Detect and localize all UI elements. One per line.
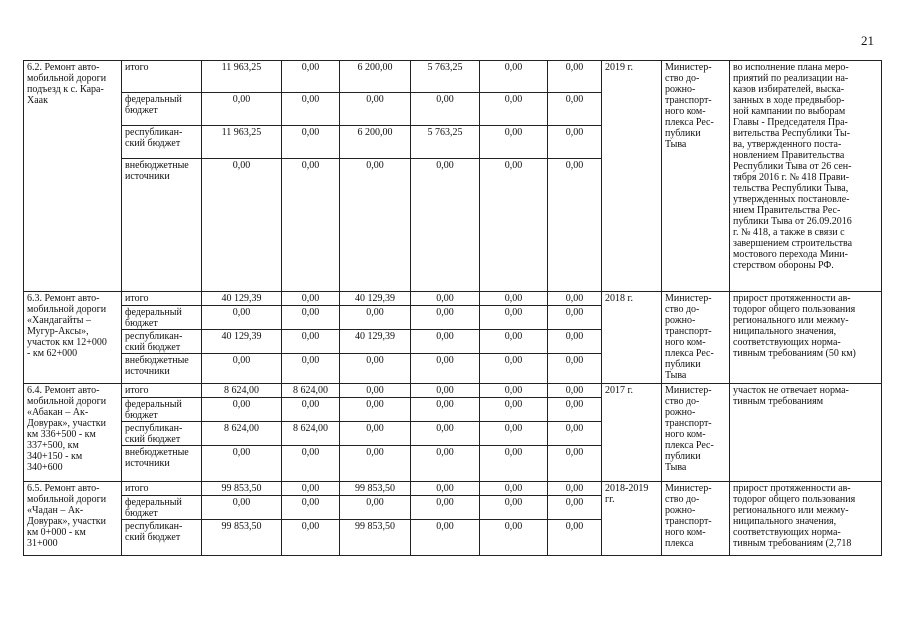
amount-cell: 0,00 — [480, 126, 548, 159]
amount-cell: 0,00 — [480, 354, 548, 384]
amount-cell: 0,00 — [480, 292, 548, 306]
amount-cell: 0,00 — [548, 496, 602, 520]
amount-cell: 0,00 — [202, 93, 282, 126]
amount-cell: 99 853,50 — [340, 482, 411, 496]
table-row — [24, 61, 882, 93]
funding-source-cell: внебюджетные источники — [122, 159, 202, 292]
amount-cell: 0,00 — [411, 306, 480, 330]
amount-cell: 0,00 — [202, 398, 282, 422]
year-cell: 2018 г. — [602, 292, 662, 384]
amount-cell: 0,00 — [282, 306, 340, 330]
amount-cell: 0,00 — [282, 446, 340, 482]
funding-source-cell: итого — [122, 482, 202, 496]
amount-cell: 0,00 — [282, 61, 340, 93]
amount-cell: 0,00 — [548, 422, 602, 446]
amount-cell: 0,00 — [548, 398, 602, 422]
amount-cell: 0,00 — [480, 398, 548, 422]
amount-cell: 0,00 — [480, 306, 548, 330]
funding-source-cell: федеральный бюджет — [122, 398, 202, 422]
amount-cell: 0,00 — [548, 446, 602, 482]
amount-cell: 99 853,50 — [202, 520, 282, 556]
amount-cell: 0,00 — [340, 159, 411, 292]
amount-cell: 0,00 — [282, 93, 340, 126]
object-name-cell: 6.2. Ремонт авто- мобильной дороги подъезд к с. Кара- Хаак — [24, 61, 122, 292]
table-row — [24, 384, 882, 398]
amount-cell: 0,00 — [282, 398, 340, 422]
amount-cell: 0,00 — [411, 398, 480, 422]
amount-cell: 8 624,00 — [202, 384, 282, 398]
object-name-cell: 6.4. Ремонт авто- мобильной дороги «Абакан – Ак- Довурак», участки км 336+500 - км 337+500, км 340+150 - км 340+600 — [24, 384, 122, 482]
object-name-cell: 6.3. Ремонт авто- мобильной дороги «Хандагайты – Мугур-Аксы», участок км 12+000 - км 62+000 — [24, 292, 122, 384]
amount-cell: 0,00 — [202, 306, 282, 330]
amount-cell: 40 129,39 — [340, 330, 411, 354]
amount-cell: 0,00 — [548, 306, 602, 330]
funding-source-cell: республикан- ский бюджет — [122, 126, 202, 159]
amount-cell: 0,00 — [340, 93, 411, 126]
funding-source-cell: федеральный бюджет — [122, 496, 202, 520]
amount-cell: 0,00 — [282, 520, 340, 556]
amount-cell: 0,00 — [548, 93, 602, 126]
funding-source-cell: итого — [122, 292, 202, 306]
responsible-ministry-cell: Министер- ство до- рожно- транспорт- ного ком- плекса Рес- публики Тыва — [662, 384, 730, 482]
justification-cell: прирост протяженности ав- тодорог общего пользования регионального или межму- ниципального значения, соответствующих норма- тивным требованиям (50 км) — [730, 292, 882, 384]
amount-cell: 0,00 — [411, 496, 480, 520]
justification-cell: во исполнение плана меро- приятий по реализации на- казов избирателей, выска- занных в ходе предвыбор- ной кампании по выборам Главы - Председателя Пра- вительства Республики Ты- ва, утвержденного поста- новлением Правительства Республики Тыва от 26 сен- тября 2016 г. № 418 Прави- тельства Республики Тыва, утвержденных постановле- нием Правительства Рес- публики Тыва от 26.09.2016 г. № 418, а также в связи с завершением строительства мостового перехода Мини- стерством обороны РФ. — [730, 61, 882, 292]
amount-cell: 6 200,00 — [340, 61, 411, 93]
amount-cell: 0,00 — [411, 422, 480, 446]
amount-cell: 0,00 — [202, 446, 282, 482]
road-repair-table — [23, 60, 882, 556]
amount-cell: 0,00 — [480, 482, 548, 496]
amount-cell: 0,00 — [548, 330, 602, 354]
responsible-ministry-cell: Министер- ство до- рожно- транспорт- ного ком- плекса Рес- публики Тыва — [662, 292, 730, 384]
amount-cell: 0,00 — [480, 93, 548, 126]
amount-cell: 0,00 — [340, 422, 411, 446]
amount-cell: 40 129,39 — [202, 330, 282, 354]
amount-cell: 0,00 — [480, 422, 548, 446]
amount-cell: 0,00 — [548, 482, 602, 496]
table-row — [24, 292, 882, 306]
amount-cell: 0,00 — [282, 496, 340, 520]
amount-cell: 0,00 — [282, 330, 340, 354]
amount-cell: 40 129,39 — [202, 292, 282, 306]
amount-cell: 0,00 — [548, 354, 602, 384]
amount-cell: 0,00 — [340, 354, 411, 384]
amount-cell: 0,00 — [411, 482, 480, 496]
amount-cell: 0,00 — [548, 159, 602, 292]
funding-source-cell: внебюджетные источники — [122, 446, 202, 482]
year-cell: 2019 г. — [602, 61, 662, 292]
object-name-cell: 6.5. Ремонт авто- мобильной дороги «Чадан – Ак- Довурак», участки км 0+000 - км 31+000 — [24, 482, 122, 556]
amount-cell: 11 963,25 — [202, 61, 282, 93]
amount-cell: 0,00 — [480, 159, 548, 292]
amount-cell: 0,00 — [411, 446, 480, 482]
funding-source-cell: итого — [122, 384, 202, 398]
amount-cell: 0,00 — [548, 61, 602, 93]
amount-cell: 5 763,25 — [411, 61, 480, 93]
amount-cell: 0,00 — [480, 330, 548, 354]
responsible-ministry-cell: Министер- ство до- рожно- транспорт- ного ком- плекса Рес- публики Тыва — [662, 61, 730, 292]
amount-cell: 0,00 — [340, 384, 411, 398]
amount-cell: 0,00 — [411, 384, 480, 398]
year-cell: 2017 г. — [602, 384, 662, 482]
amount-cell: 11 963,25 — [202, 126, 282, 159]
amount-cell: 99 853,50 — [340, 520, 411, 556]
amount-cell: 0,00 — [480, 496, 548, 520]
amount-cell: 0,00 — [340, 496, 411, 520]
year-cell: 2018-2019 гг. — [602, 482, 662, 556]
amount-cell: 0,00 — [548, 126, 602, 159]
amount-cell: 5 763,25 — [411, 126, 480, 159]
amount-cell: 8 624,00 — [282, 384, 340, 398]
amount-cell: 0,00 — [340, 398, 411, 422]
amount-cell: 0,00 — [282, 292, 340, 306]
amount-cell: 0,00 — [411, 159, 480, 292]
amount-cell: 0,00 — [340, 446, 411, 482]
amount-cell: 0,00 — [411, 93, 480, 126]
amount-cell: 99 853,50 — [202, 482, 282, 496]
amount-cell: 0,00 — [480, 446, 548, 482]
funding-source-cell: внебюджетные источники — [122, 354, 202, 384]
amount-cell: 0,00 — [202, 354, 282, 384]
funding-source-cell: федеральный бюджет — [122, 306, 202, 330]
amount-cell: 0,00 — [282, 126, 340, 159]
amount-cell: 40 129,39 — [340, 292, 411, 306]
amount-cell: 0,00 — [548, 520, 602, 556]
funding-source-cell: федеральный бюджет — [122, 93, 202, 126]
amount-cell: 0,00 — [340, 306, 411, 330]
amount-cell: 0,00 — [548, 292, 602, 306]
amount-cell: 0,00 — [202, 496, 282, 520]
amount-cell: 8 624,00 — [202, 422, 282, 446]
amount-cell: 0,00 — [411, 330, 480, 354]
amount-cell: 8 624,00 — [282, 422, 340, 446]
amount-cell: 0,00 — [411, 292, 480, 306]
page-number: 21 — [861, 33, 874, 48]
responsible-ministry-cell: Министер- ство до- рожно- транспорт- ного ком- плекса — [662, 482, 730, 556]
funding-source-cell: республикан- ский бюджет — [122, 520, 202, 556]
amount-cell: 0,00 — [411, 354, 480, 384]
amount-cell: 6 200,00 — [340, 126, 411, 159]
funding-source-cell: республикан- ский бюджет — [122, 330, 202, 354]
justification-cell: участок не отвечает норма- тивным требованиям — [730, 384, 882, 482]
amount-cell: 0,00 — [411, 520, 480, 556]
amount-cell: 0,00 — [282, 159, 340, 292]
amount-cell: 0,00 — [480, 384, 548, 398]
funding-source-cell: республикан- ский бюджет — [122, 422, 202, 446]
amount-cell: 0,00 — [548, 384, 602, 398]
amount-cell: 0,00 — [202, 159, 282, 292]
amount-cell: 0,00 — [282, 354, 340, 384]
justification-cell: прирост протяженности ав- тодорог общего пользования регионального или межму- ниципального значения, соответствующих норма- тивным требованиям (2,718 — [730, 482, 882, 556]
amount-cell: 0,00 — [480, 520, 548, 556]
amount-cell: 0,00 — [480, 61, 548, 93]
amount-cell: 0,00 — [282, 482, 340, 496]
table-row — [24, 482, 882, 496]
funding-source-cell: итого — [122, 61, 202, 93]
